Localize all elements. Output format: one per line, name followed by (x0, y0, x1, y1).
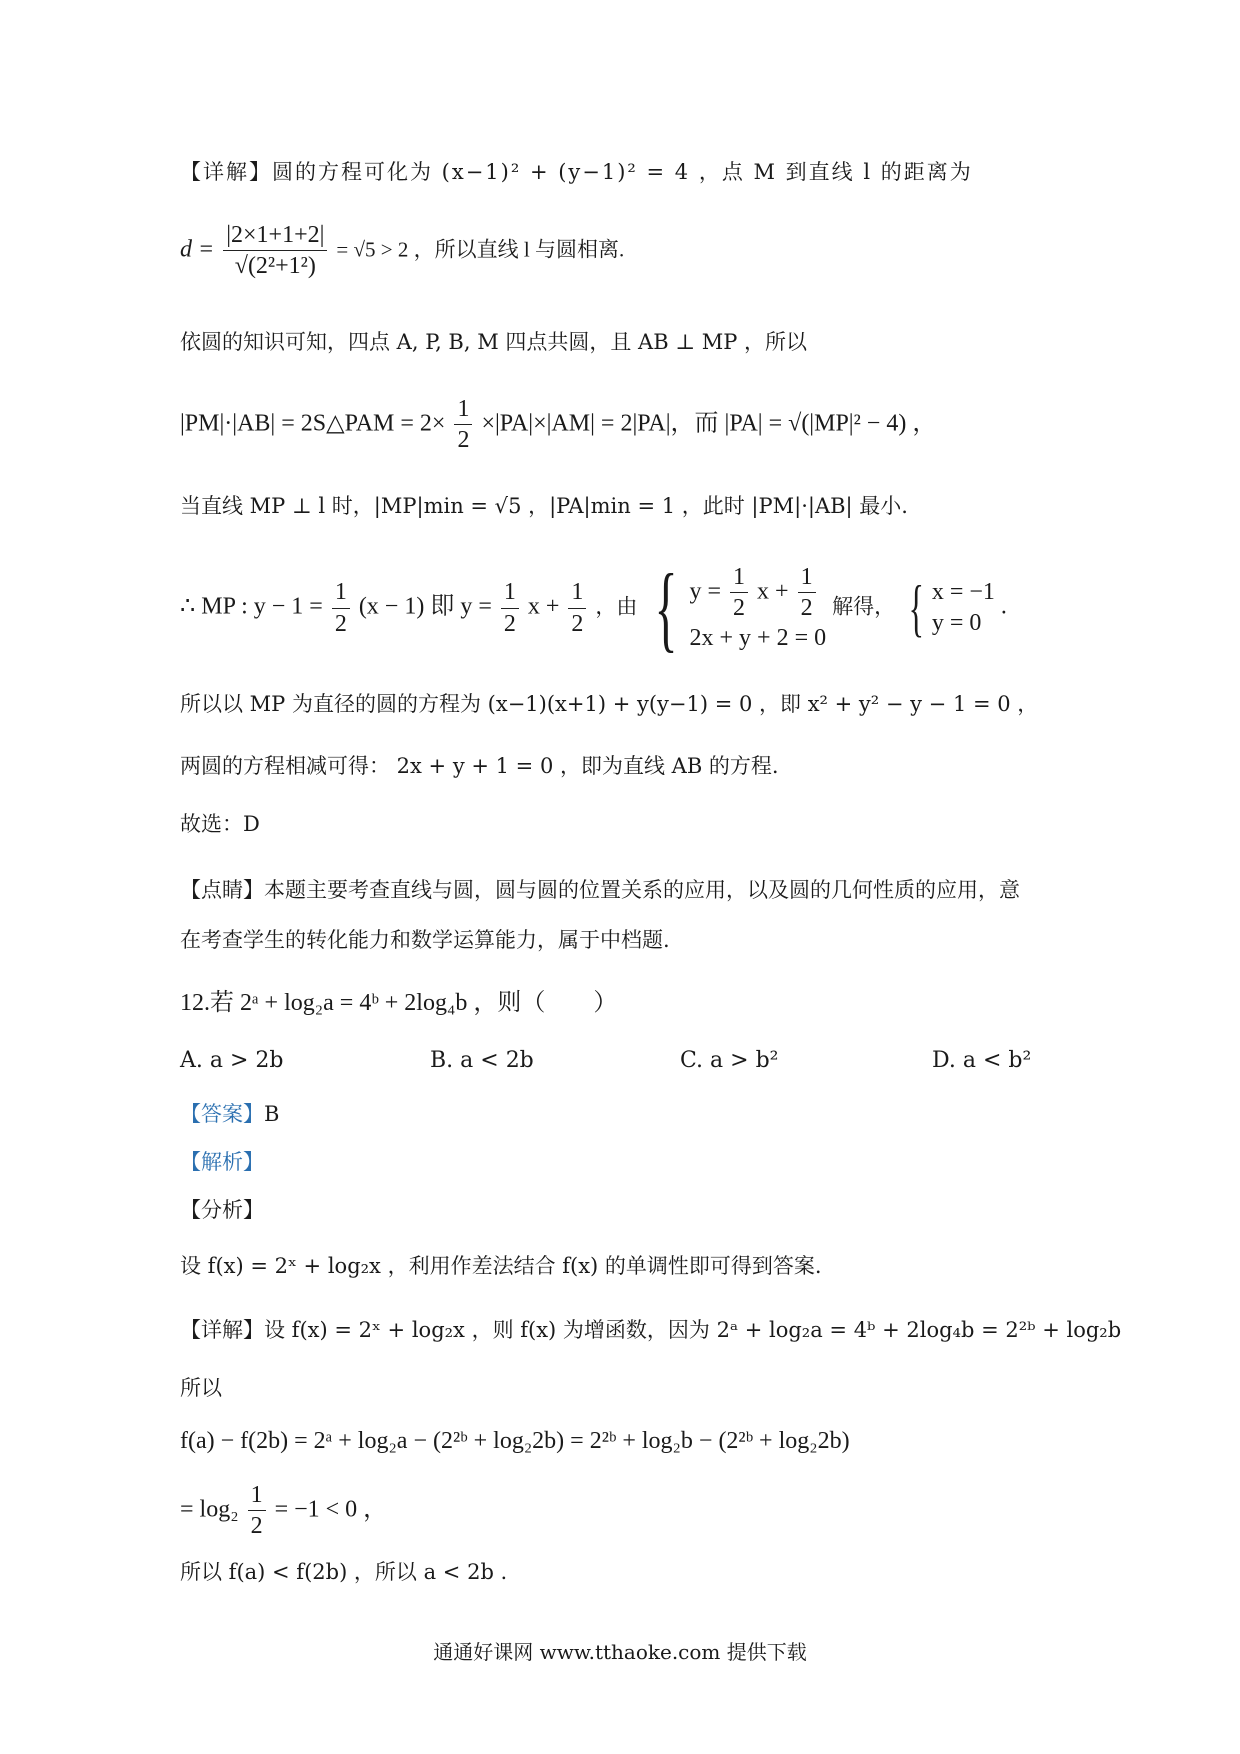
system-eq-2: 2x + y + 2 = 0 (689, 625, 827, 652)
detail2-line-4 (180, 1482, 387, 1540)
solution-brace: { (908, 572, 925, 643)
mp-frac-3-num: 1 (568, 579, 586, 608)
option-b: B. a < 2b (430, 1048, 534, 1073)
circle-equation-line: 所以以 MP 为直径的圆的方程为 (x−1)(x+1) + y(y−1) = 0 ，即 x² + y² − y − 1 = 0 ， (180, 692, 1039, 716)
mp-frac-2 (501, 579, 519, 637)
eq1-b: x + (757, 578, 789, 605)
equation-system (643, 554, 827, 661)
distance-fraction (223, 222, 327, 280)
option-c: C. a > b² (680, 1048, 779, 1073)
comment-line-1: 【点睛】本题主要考查直线与圆，圆与圆的位置关系的应用，以及圆的几何性质的应用，意 (180, 878, 1020, 902)
log-half-fraction (248, 1482, 266, 1540)
solution-x: x = −1 (931, 579, 995, 605)
concyclic-line: 依圆的知识可知，四点 A, P, B, M 四点共圆，且 AB ⊥ MP ，所以 (180, 330, 808, 354)
distance-formula (180, 222, 624, 280)
system-rows (690, 564, 827, 653)
distance-denominator: √(2²+1²) (234, 253, 316, 280)
log-half-num: 1 (248, 1482, 266, 1511)
eq1-a: y = (689, 578, 722, 605)
min-line: 当直线 MP ⊥ l 时，|MP|min = √5 ，|PA|min = 1 ，此时 |PM|·|AB| 最小. (180, 494, 908, 518)
half-fraction (454, 396, 472, 454)
log-half-den: 2 (250, 1513, 263, 1540)
option-d: D. a < b² (932, 1048, 1032, 1073)
mp-frac-1-num: 1 (332, 579, 350, 608)
page-footer: 通通好课网 www.tthaoke.com 提供下载 (433, 1640, 807, 1664)
half-numerator: 1 (454, 396, 472, 425)
mp-d: ，由 (595, 594, 638, 619)
half-denominator: 2 (457, 427, 470, 454)
mp-c: x + (527, 593, 560, 620)
answer-label: 【答案】 (180, 1102, 264, 1126)
distance-rhs: = √5 > 2 ，所以直线 l 与圆相离. (336, 237, 625, 262)
subtract-line: 两圆的方程相减可得： 2x + y + 1 = 0 ，即为直线 AB 的方程. (180, 754, 779, 778)
eq1-frac-1 (730, 564, 748, 622)
question-12-stem: 12.若 2ᵃ + log₂a = 4ᵇ + 2log₄b ，则（ ） (180, 990, 618, 1016)
detail-line-1 (180, 160, 973, 185)
mp-frac-2-num: 1 (501, 579, 519, 608)
detail2-line-2: 所以 (180, 1376, 222, 1400)
area-line (180, 396, 936, 454)
comment-line-2: 在考查学生的转化能力和数学运算能力，属于中档题. (180, 928, 670, 952)
answer-line (180, 1102, 279, 1127)
solve-text: 解得， (832, 594, 896, 619)
mp-frac-3-den: 2 (571, 610, 584, 637)
detail2-line-5: 所以 f(a) < f(2b) ，所以 a < 2b . (180, 1560, 508, 1584)
area-left: |PM|·|AB| = 2S△PAM = 2× (180, 410, 446, 437)
analysis-label: 【解析】 (180, 1150, 264, 1174)
choice-result: 故选：D (180, 812, 260, 836)
distance-lhs: d = (180, 236, 215, 263)
eq1-frac-2 (798, 564, 816, 622)
fenxi-label: 【分析】 (180, 1198, 264, 1222)
detail-label: 【详解】 (180, 160, 272, 184)
mp-b: (x − 1) 即 y = (358, 593, 492, 620)
answer-value: B (264, 1102, 280, 1126)
mp-end: . (1000, 593, 1007, 620)
detail2-line-3: f(a) − f(2b) = 2ᵃ + log₂a − (2²ᵇ + log₂2b) = 2²ᵇ + log₂b − (2²ᵇ + log₂2b) (180, 1428, 850, 1454)
eq1-frac-2-num: 1 (798, 564, 816, 593)
system-eq-1 (690, 564, 827, 622)
mp-a: ∴ MP : y − 1 = (180, 593, 323, 620)
log-half-lhs: = log₂ (180, 1496, 239, 1523)
solution-system (901, 572, 995, 643)
option-a: A. a > 2b (180, 1048, 284, 1073)
log-half-rhs: = −1 < 0 ， (274, 1496, 388, 1523)
eq1-frac-2-den: 2 (800, 595, 813, 621)
solution-y: y = 0 (931, 610, 982, 636)
area-right: ×|PA|×|AM| = 2|PA|，而 |PA| = √(|MP|² − 4) ， (481, 410, 937, 437)
mp-frac-3 (568, 579, 586, 637)
detail-text: 圆的方程可化为 (x−1)² + (y−1)² = 4 ，点 M 到直线 l 的距离为 (272, 160, 973, 184)
eq1-frac-1-den: 2 (733, 595, 746, 621)
eq1-frac-1-num: 1 (730, 564, 748, 593)
mp-frac-2-den: 2 (503, 610, 516, 637)
fenxi-text: 设 f(x) = 2ˣ + log₂x ，利用作差法结合 f(x) 的单调性即可得到答案. (180, 1254, 822, 1278)
mp-frac-1 (332, 579, 350, 637)
left-brace: { (654, 554, 678, 661)
mp-frac-1-den: 2 (334, 610, 347, 637)
detail2-line-1: 【详解】设 f(x) = 2ˣ + log₂x ，则 f(x) 为增函数，因为 2ᵃ + log₂a = 4ᵇ + 2log₄b = 2²ᵇ + log₂b (180, 1318, 1122, 1342)
distance-numerator: |2×1+1+2| (223, 222, 327, 251)
solution-rows (932, 579, 995, 637)
mp-line (180, 554, 1007, 661)
